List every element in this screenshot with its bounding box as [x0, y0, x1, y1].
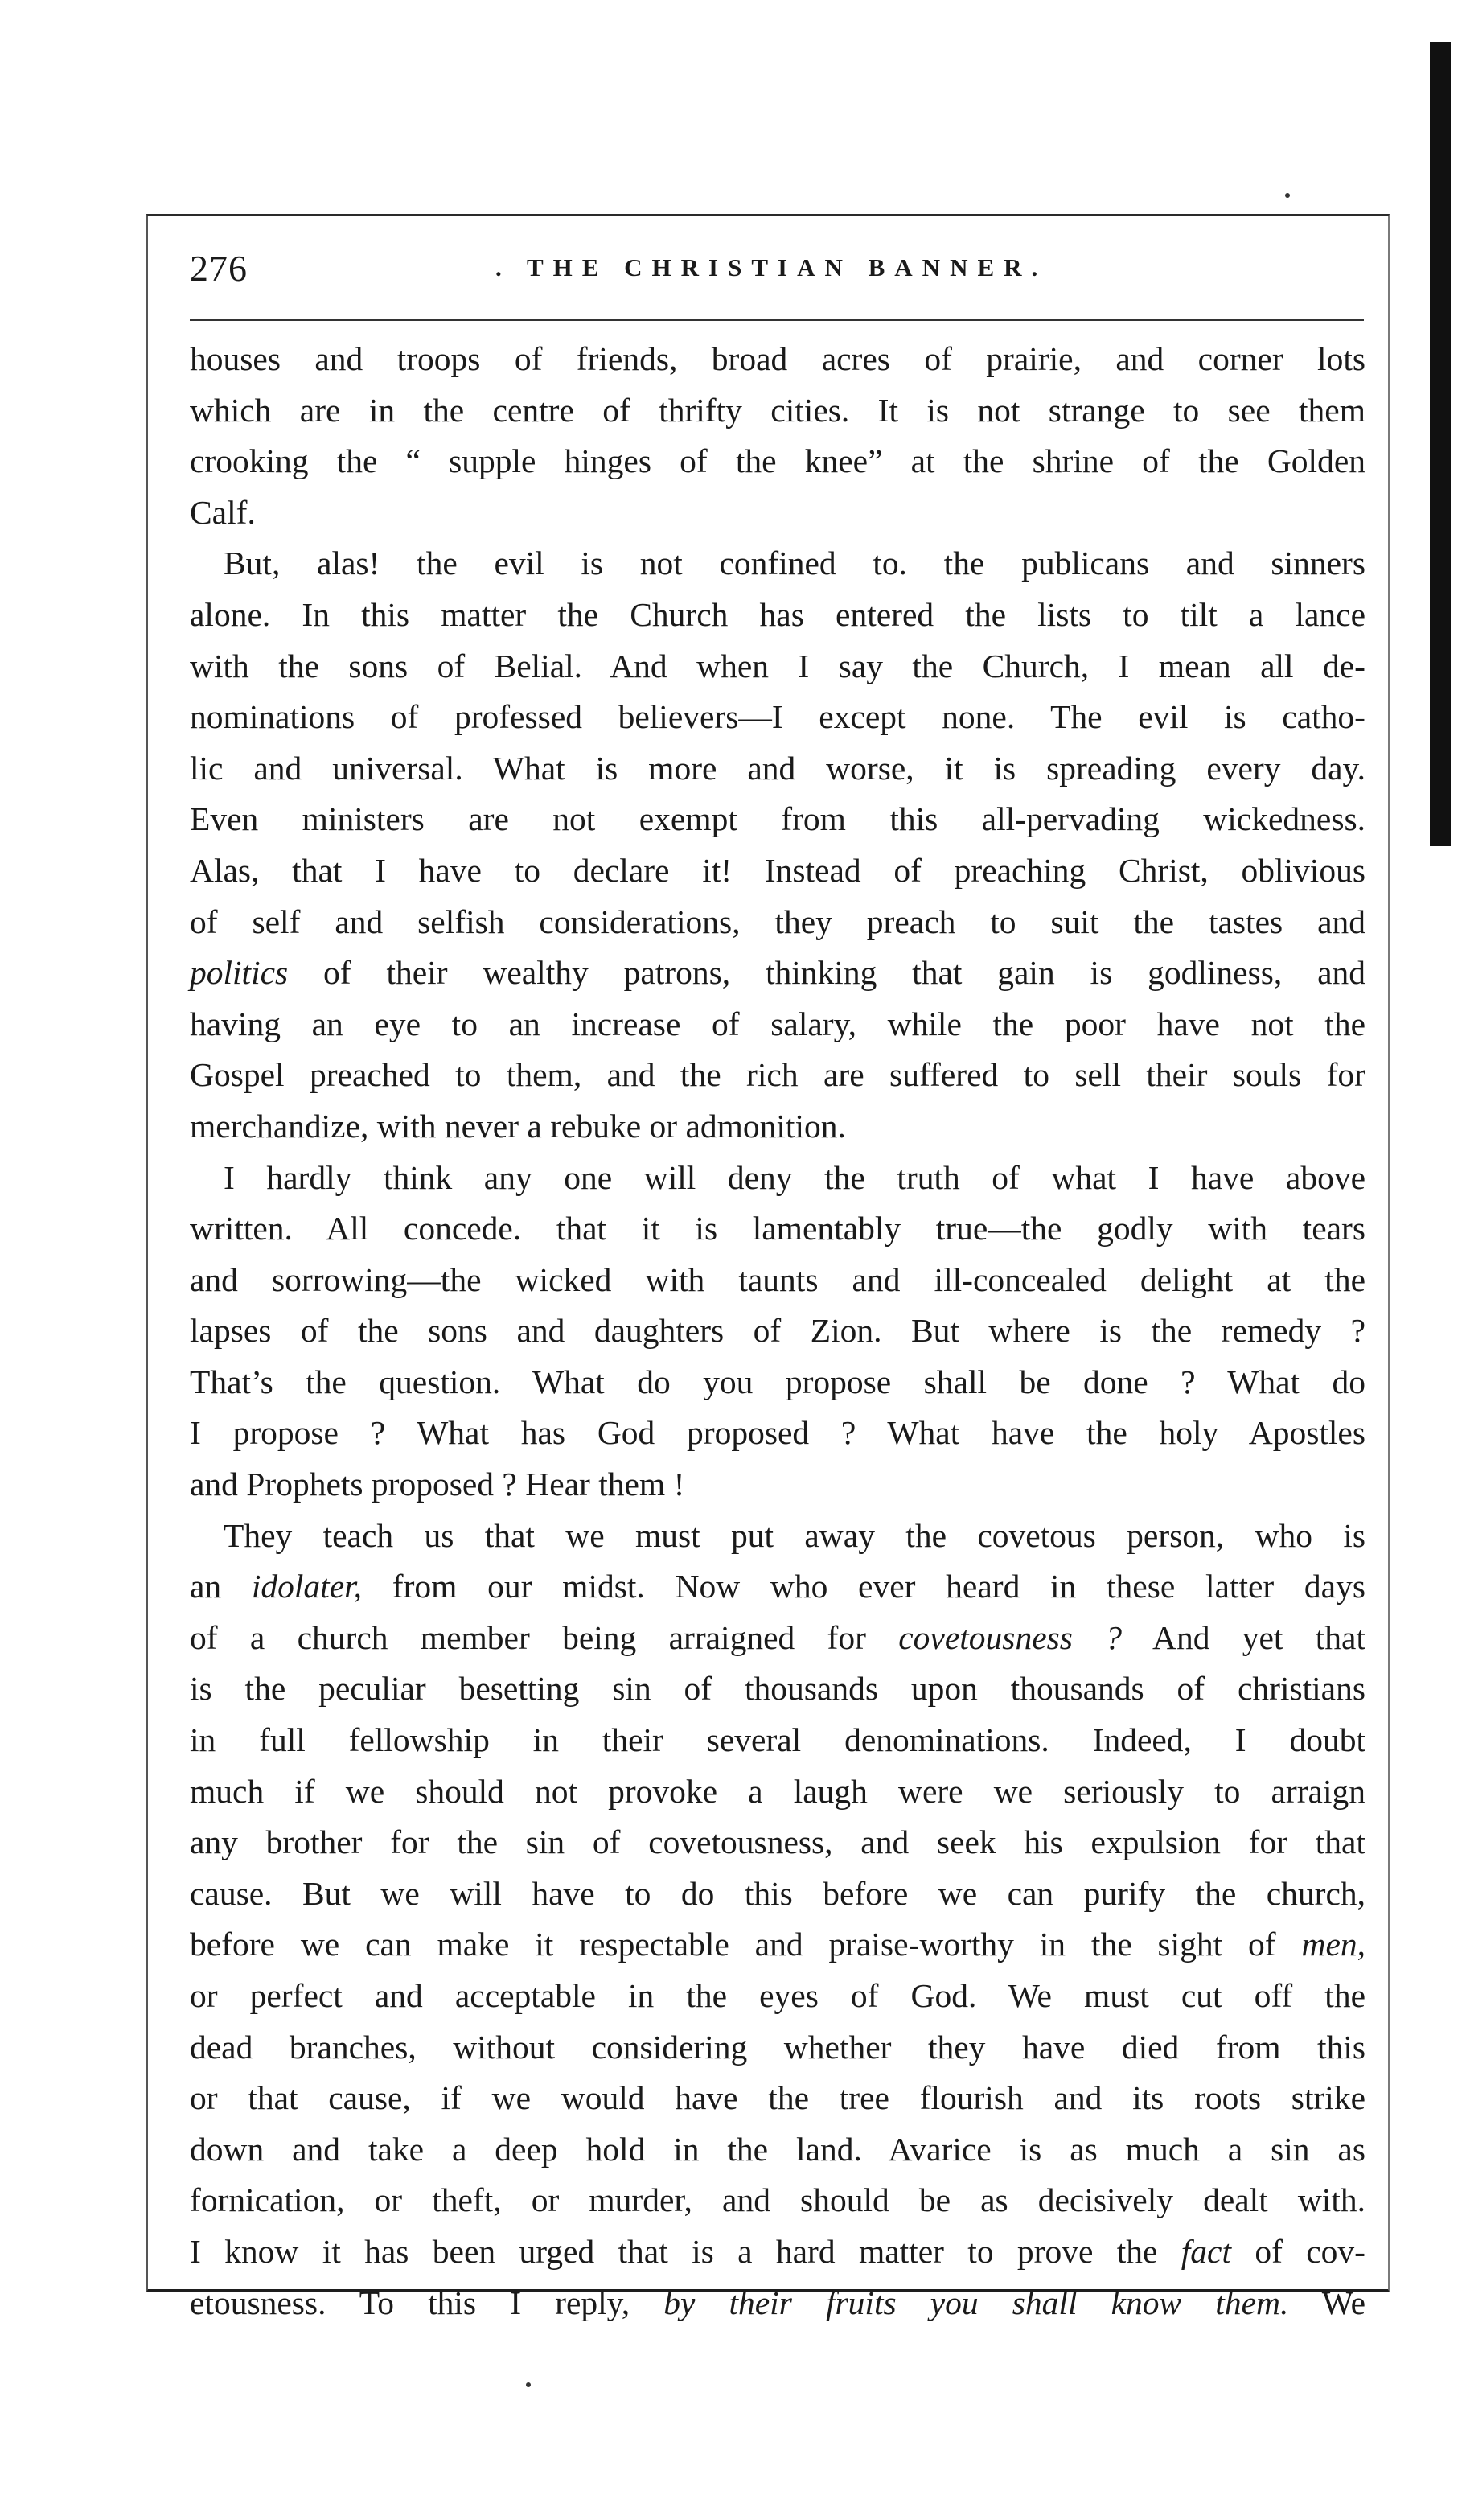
text-line: Alas, that I have to declare it! Instead of preaching Christ, oblivious	[190, 851, 1365, 889]
text-line: of a church member being arraigned for covetousness ? And yet that	[190, 1618, 1365, 1656]
text-line: and Prophets proposed ? Hear them !	[190, 1466, 685, 1503]
text-line: fornication, or theft, or murder, and should be as decisively dealt with.	[190, 2181, 1365, 2219]
text-line: houses and troops of friends, broad acres of prairie, and corner lots	[190, 340, 1365, 377]
article-body	[190, 334, 1365, 2329]
text-line: and sorrowing—the wicked with taunts and ill-concealed delight at the	[190, 1260, 1365, 1298]
text-line: before we can make it respectable and praise-worthy in the sight of men,	[190, 1926, 1365, 1963]
text-line: dead branches, without considering whether they have died from this	[190, 2028, 1365, 2066]
text-line: I propose ? What has God proposed ? What have the holy Apostles	[190, 1414, 1365, 1452]
text-line: is the peculiar besetting sin of thousands upon thousands of christians	[190, 1670, 1365, 1708]
text-line: or that cause, if we would have the tree flourish and its roots strike	[190, 2079, 1365, 2117]
text-line: merchandize, with never a rebuke or admonition.	[190, 1107, 846, 1145]
italic-phrase: by their fruits you shall know them.	[663, 2284, 1289, 2321]
journal-title: . THE CHRISTIAN BANNER.	[495, 253, 1048, 282]
text-line: an idolater, from our midst. Now who ever heard in these latter days	[190, 1568, 1365, 1605]
text-line: in full fellowship in their several denominations. Indeed, I doubt	[190, 1721, 1365, 1759]
text-line: of self and selfish considerations, they preach to suit the tastes and	[190, 902, 1365, 940]
text-line: with the sons of Belial. And when I say the Church, I mean all de-	[190, 647, 1365, 684]
text-line: crooking the “ supple hinges of the knee” at the shrine of the Golden	[190, 442, 1365, 480]
text-line: I know it has been urged that is a hard matter to prove the fact of cov-	[190, 2232, 1366, 2270]
text-line: alone. In this matter the Church has entered the lists to tilt a lance	[190, 595, 1365, 633]
text-line: Even ministers are not exempt from this all-pervading wickedness.	[190, 800, 1365, 838]
text-line: That’s the question. What do you propose shall be done ? What do	[190, 1363, 1365, 1400]
text-line: much if we should not provoke a laugh were we seriously to arraign	[190, 1772, 1365, 1810]
italic-word: fact	[1181, 2232, 1232, 2270]
italic-word: covetousness ?	[898, 1618, 1122, 1656]
text-line: politics of their wealthy patrons, thinking that gain is godliness, and	[190, 954, 1365, 992]
text-line: having an eye to an increase of salary, while the poor have not the	[190, 1005, 1365, 1042]
header-rule	[190, 319, 1364, 321]
text-line: down and take a deep hold in the land. Avarice is as much a sin as	[190, 2130, 1365, 2168]
paragraph-start-line: But, alas! the evil is not confined to. the publicans and sinners	[224, 545, 1365, 582]
text-line: Gospel preached to them, and the rich are suffered to sell their souls for	[190, 1056, 1365, 1094]
paragraph-start-line: They teach us that we must put away the covetous person, who is	[224, 1516, 1365, 1554]
text-line: lic and universal. What is more and worse, it is spreading every day.	[190, 749, 1365, 787]
italic-word: politics	[190, 954, 289, 992]
text-line: written. All concede. that it is lamentably true—the godly with tears	[190, 1210, 1365, 1248]
page-number: 276	[190, 248, 248, 289]
italic-word: men,	[1301, 1926, 1365, 1963]
text-line: nominations of professed believers—I except none. The evil is catho-	[190, 698, 1365, 736]
text-line: etousness. To this I reply, by their fruits you shall know them. We	[190, 2284, 1365, 2321]
text-line: cause. But we will have to do this before we can purify the church,	[190, 1874, 1365, 1912]
page-frame	[146, 214, 1390, 2321]
paragraph-start-line: I hardly think any one will deny the truth of what I have above	[224, 1158, 1365, 1196]
text-line: any brother for the sin of covetousness, and seek his expulsion for that	[190, 1823, 1365, 1861]
print-speck	[1285, 193, 1290, 198]
text-line: or perfect and acceptable in the eyes of God. We must cut off the	[190, 1977, 1365, 2014]
running-head	[190, 247, 1356, 311]
text-line: Calf.	[190, 493, 256, 531]
binding-edge-bar	[1430, 42, 1451, 846]
italic-word: idolater,	[251, 1568, 363, 1605]
text-line: which are in the centre of thrifty cities. It is not strange to see them	[190, 391, 1365, 429]
text-line: lapses of the sons and daughters of Zion. But where is the remedy ?	[190, 1312, 1365, 1350]
print-speck	[526, 2382, 531, 2387]
